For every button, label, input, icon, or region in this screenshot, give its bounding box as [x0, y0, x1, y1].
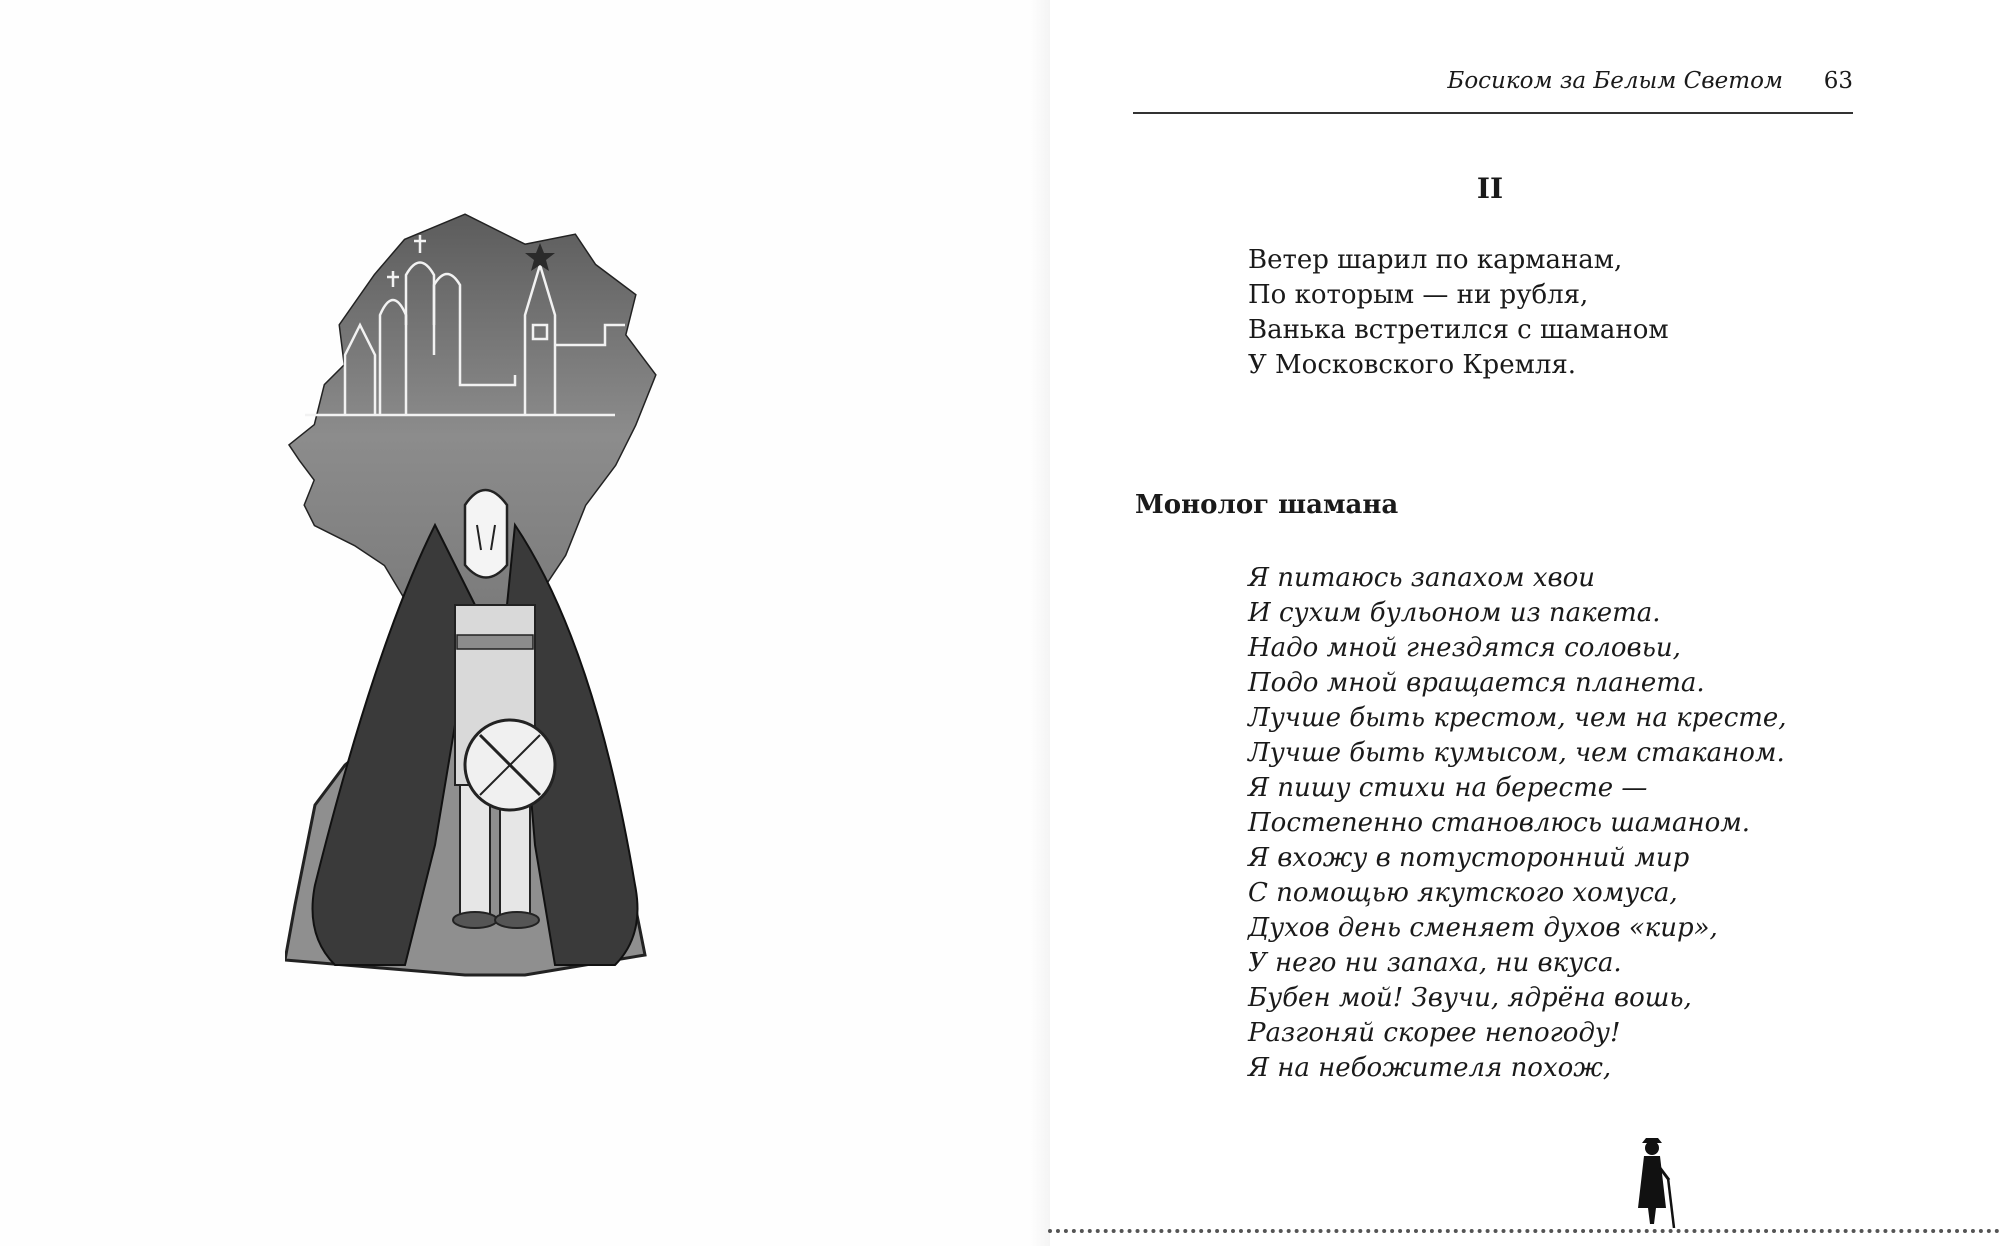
verse-line: Ванька встретился с шаманом [1248, 315, 1669, 345]
verse-line: Я питаюсь запахом хвои [1248, 563, 1596, 593]
stanza-ii [1248, 243, 1669, 383]
verse-line: Лучше быть кумысом, чем стаканом. [1248, 738, 1785, 768]
verse-line: Бубен мой! Звучи, ядрёна вошь, [1248, 983, 1692, 1013]
verse-line: У Московского Кремля. [1248, 350, 1576, 380]
section-number: II [1476, 172, 1504, 205]
verse-line: Я на небожителя похож, [1248, 1053, 1612, 1083]
verse-line: Духов день сменяет духов «кир», [1248, 913, 1718, 943]
verse-line: И сухим бульоном из пакета. [1248, 598, 1661, 628]
shaman-mask [465, 490, 507, 578]
shaman-silhouette-illustration [285, 205, 755, 985]
verse-line: Подо мной вращается планета. [1248, 668, 1705, 698]
wanderer-icon [1628, 1138, 1680, 1228]
monologue-poem [1248, 561, 1787, 1086]
running-title: Босиком за Белым Светом [1447, 68, 1783, 94]
footer-dotted-rule [1048, 1229, 2000, 1233]
verse-line: По которым — ни рубля, [1248, 280, 1589, 310]
verse-line: С помощью якутского хомуса, [1248, 878, 1678, 908]
monologue-heading: Монолог шамана [1135, 490, 1399, 520]
verse-line: Лучше быть крестом, чем на кресте, [1248, 703, 1787, 733]
verse-line: Я пишу стихи на бересте — [1248, 773, 1648, 803]
verse-line: Я вхожу в потусторонний мир [1248, 843, 1690, 873]
verse-line: Постепенно становлюсь шаманом. [1248, 808, 1751, 838]
verse-line: Разгоняй скорее непогоду! [1248, 1018, 1621, 1048]
page-number: 63 [1823, 68, 1853, 94]
verse-line: Ветер шарил по карманам, [1248, 245, 1623, 275]
verse-line: Надо мной гнездятся соловьи, [1248, 633, 1681, 663]
verse-line: У него ни запаха, ни вкуса. [1248, 948, 1622, 978]
running-head [1133, 68, 1853, 114]
